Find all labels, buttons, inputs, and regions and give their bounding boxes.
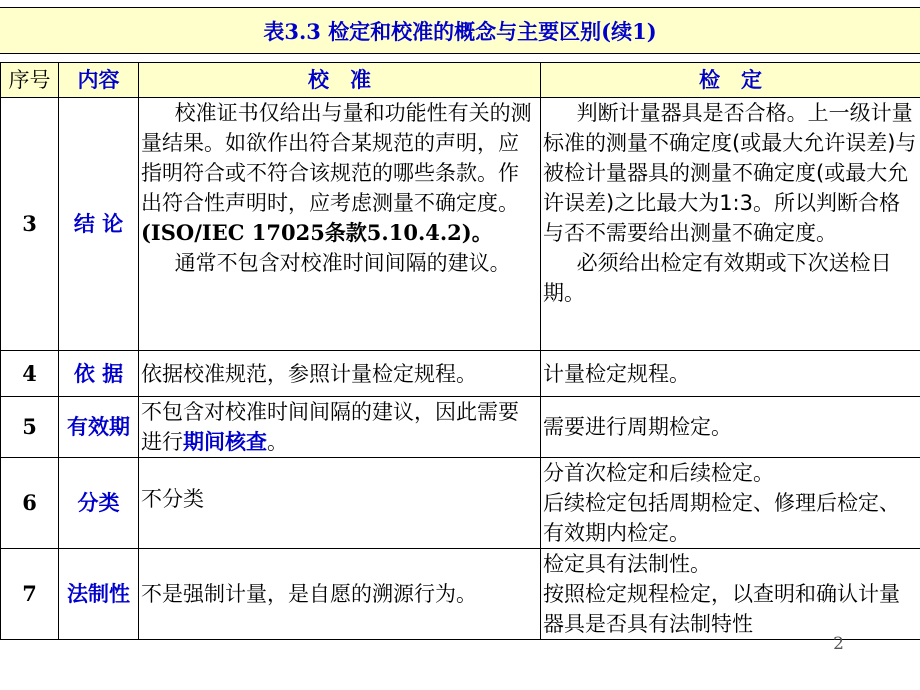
calibration-cell: 依据校准规范，参照计量检定规程。 (139, 351, 541, 397)
calibration-text: 。 (267, 430, 288, 454)
page-number: 2 (833, 634, 844, 654)
calibration-cell: 不是强制计量，是自愿的溯源行为。 (139, 549, 541, 640)
row-item: 分类 (59, 458, 139, 549)
row-item: 有效期 (59, 397, 139, 458)
verification-text: 按照检定规程检定，以查明和确认计量器具是否具有法制特性 (543, 582, 900, 636)
table-row (1, 397, 920, 458)
verification-text: 检定具有法制性。 (543, 552, 711, 576)
verification-text: 分首次检定和后续检定。 (543, 461, 774, 485)
calibration-cell (139, 397, 541, 458)
table-row (1, 351, 920, 397)
header-verification: 检 定 (541, 63, 920, 98)
row-item: 结 论 (59, 98, 139, 351)
header-no: 序号 (1, 63, 59, 98)
calibration-text: 不分类 (141, 487, 204, 511)
period-check-link[interactable]: 期间核查 (183, 430, 267, 454)
row-number: 5 (1, 397, 59, 458)
table-row (1, 98, 920, 351)
verification-cell (541, 98, 920, 351)
comparison-table (0, 62, 920, 640)
calibration-text: 不包含对校准时间间隔的建议，因此需要进行 (141, 400, 519, 454)
calibration-cell (139, 458, 541, 549)
row-number: 4 (1, 351, 59, 397)
header-content: 内容 (59, 63, 139, 98)
verification-cell: 需要进行周期检定。 (541, 397, 920, 458)
row-number: 7 (1, 549, 59, 640)
calibration-cell (139, 98, 541, 351)
header-row (1, 63, 920, 98)
verification-text: 必须给出检定有效期或下次送检日期。 (543, 251, 892, 305)
table-row (1, 458, 920, 549)
row-number: 6 (1, 458, 59, 549)
row-number: 3 (1, 98, 59, 351)
verification-cell (541, 458, 920, 549)
row-item: 依 据 (59, 351, 139, 397)
table-row (1, 549, 920, 640)
header-calibration: 校 准 (139, 63, 541, 98)
verification-text: 后续检定包括周期检定、修理后检定、有效期内检定。 (543, 491, 900, 545)
row-item: 法制性 (59, 549, 139, 640)
calibration-reference: (ISO/IEC 17025条款5.10.4.2)。 (141, 220, 493, 245)
title-bar (0, 7, 920, 54)
calibration-text: 通常不包含对校准时间间隔的建议。 (174, 251, 511, 275)
calibration-text: 校准证书仅给出与量和功能性有关的测量结果。如欲作出符合某规范的声明，应指明符合或不符合该规范的哪些条款。作出符合性声明时，应考虑测量不确定度。 (141, 101, 532, 215)
page-title: 表3.3 检定和校准的概念与主要区别(续1) (263, 18, 657, 44)
verification-cell (541, 549, 920, 640)
verification-text: 判断计量器具是否合格。上一级计量标准的测量不确定度(或最大允许误差)与被检计量器具的测量不确定度(或最大允许误差)之比最大为1:3。所以判断合格与否不需要给出测量不确定度。 (543, 101, 917, 245)
verification-cell: 计量检定规程。 (541, 351, 920, 397)
